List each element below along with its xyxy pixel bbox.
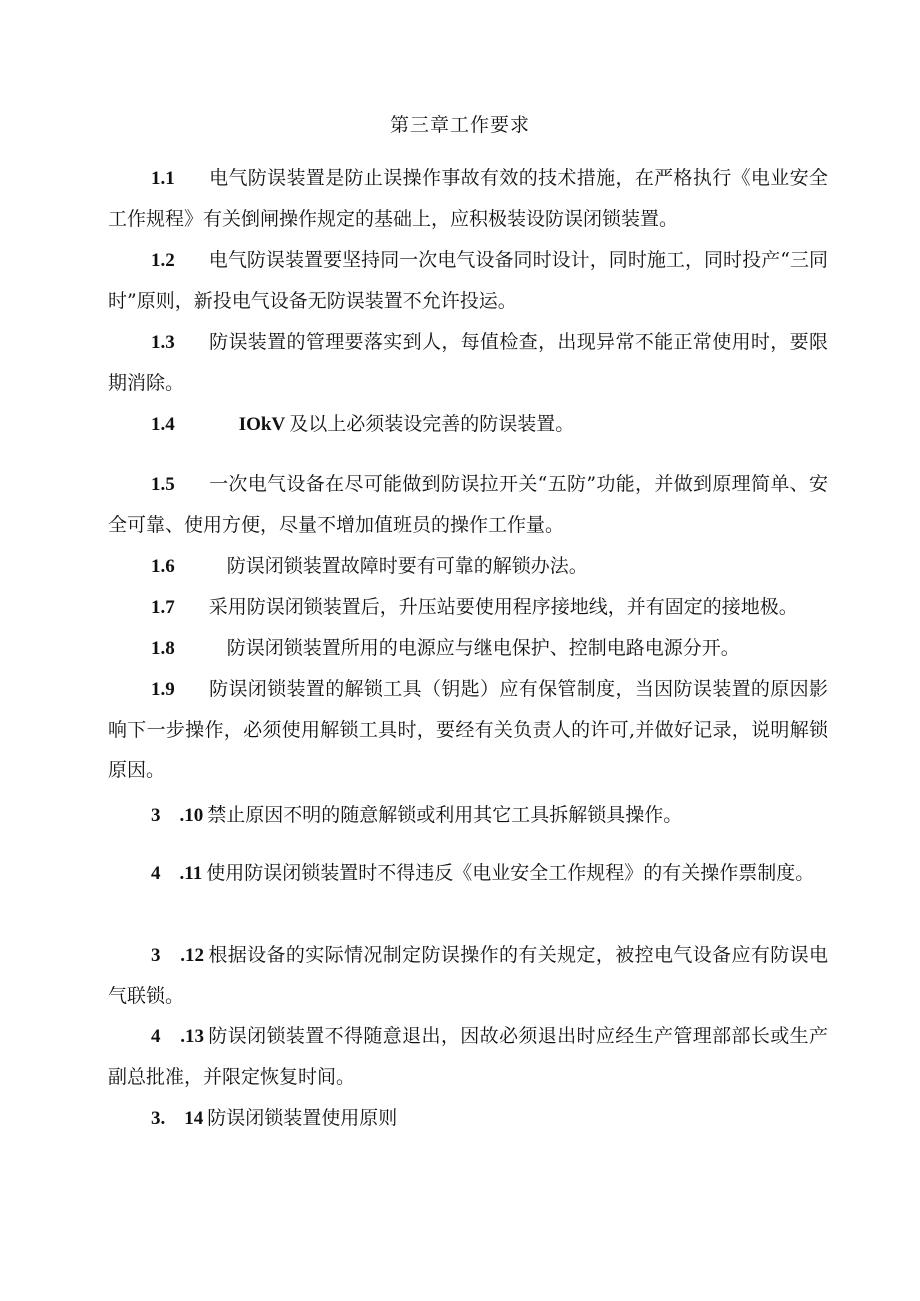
clause-3-14	[108, 1098, 828, 1139]
clause-1-2	[108, 240, 828, 321]
clause-4-13	[108, 1016, 828, 1097]
clause-text: 使用防误闭锁装置时不得违反《电业安全工作规程》的有关操作票制度。	[206, 862, 815, 884]
clause-text: 禁止原因不明的随意解锁或利用其它工具拆解锁具操作。	[207, 804, 683, 826]
chapter-title: 第三章工作要求	[389, 114, 530, 136]
clause-1-9	[108, 669, 828, 790]
clause-text: 防误闭锁装置不得随意退出，因故必须退出时应经生产管理部部长或生产副总批准，并限定恢复时间。	[108, 1025, 828, 1088]
clause-1-1	[108, 158, 828, 239]
clause-number: 1.4	[151, 414, 175, 435]
clause-1-5	[108, 464, 828, 545]
clause-3-12	[108, 935, 828, 1016]
clause-number: 1.6	[151, 556, 175, 577]
clause-number: 1.7	[151, 597, 175, 618]
clause-1-7	[108, 587, 828, 628]
clause-number: 3. 14	[151, 1108, 204, 1129]
clause-text: 采用防误闭锁装置后，升压站要使用程序接地线，并有固定的接地极。	[208, 596, 798, 618]
clause-text: 防误闭锁装置使用原则	[207, 1107, 398, 1129]
clause-text: 防误闭锁装置故障时要有可靠的解锁办法。	[226, 555, 588, 577]
clause-3-10	[108, 795, 828, 836]
clause-text: 及以上必须装设完善的防误装置。	[289, 413, 575, 435]
clause-1-8	[108, 628, 828, 669]
clause-1-3	[108, 322, 828, 403]
clause-1-4	[108, 404, 828, 445]
clause-number: 4 .13	[151, 1026, 204, 1047]
clause-4-11	[108, 853, 828, 894]
clause-number: 1.8	[151, 638, 175, 659]
clause-text: 防误装置的管理要落实到人，每值检查，出现异常不能正常使用时，要限期消除。	[108, 331, 828, 394]
clause-number: 3 .10	[151, 805, 204, 826]
clause-number: 1.9	[151, 679, 175, 700]
clause-number: 3 .12	[151, 945, 204, 966]
clause-text: 防误闭锁装置所用的电源应与继电保护、控制电路电源分开。	[226, 637, 740, 659]
clause-text: 电气防误装置要坚持同一次电气设备同时设计，同时施工，同时投产“三同时”原则，新投电气设备无防误装置不允许投运。	[108, 249, 828, 312]
clause-number: 4 .11	[151, 863, 203, 884]
clause-text: 根据设备的实际情况制定防误操作的有关规定，被控电气设备应有防误电气联锁。	[108, 944, 828, 1007]
clause-text: 电气防误装置是防止误操作事故有效的技术措施，在严格执行《电业安全工作规程》有关倒闸操作规定的基础上，应积极装设防误闭锁装置。	[108, 167, 828, 230]
clause-number: 1.2	[151, 250, 175, 271]
voltage-label: IOkV	[238, 414, 286, 435]
clause-text: 一次电气设备在尽可能做到防误拉开关“五防”功能，并做到原理简单、安全可靠、使用方便，尽量不增加值班员的操作工作量。	[108, 473, 828, 536]
clause-1-6	[108, 546, 828, 587]
clause-number: 1.1	[151, 168, 175, 189]
clause-text: 防误闭锁装置的解锁工具（钥匙）应有保管制度，当因防误装置的原因影响下一步操作，必须使用解锁工具时，要经有关负责人的许可,并做好记录，说明解锁原因。	[108, 678, 828, 781]
clause-number: 1.3	[151, 332, 175, 353]
clause-number: 1.5	[151, 474, 175, 495]
